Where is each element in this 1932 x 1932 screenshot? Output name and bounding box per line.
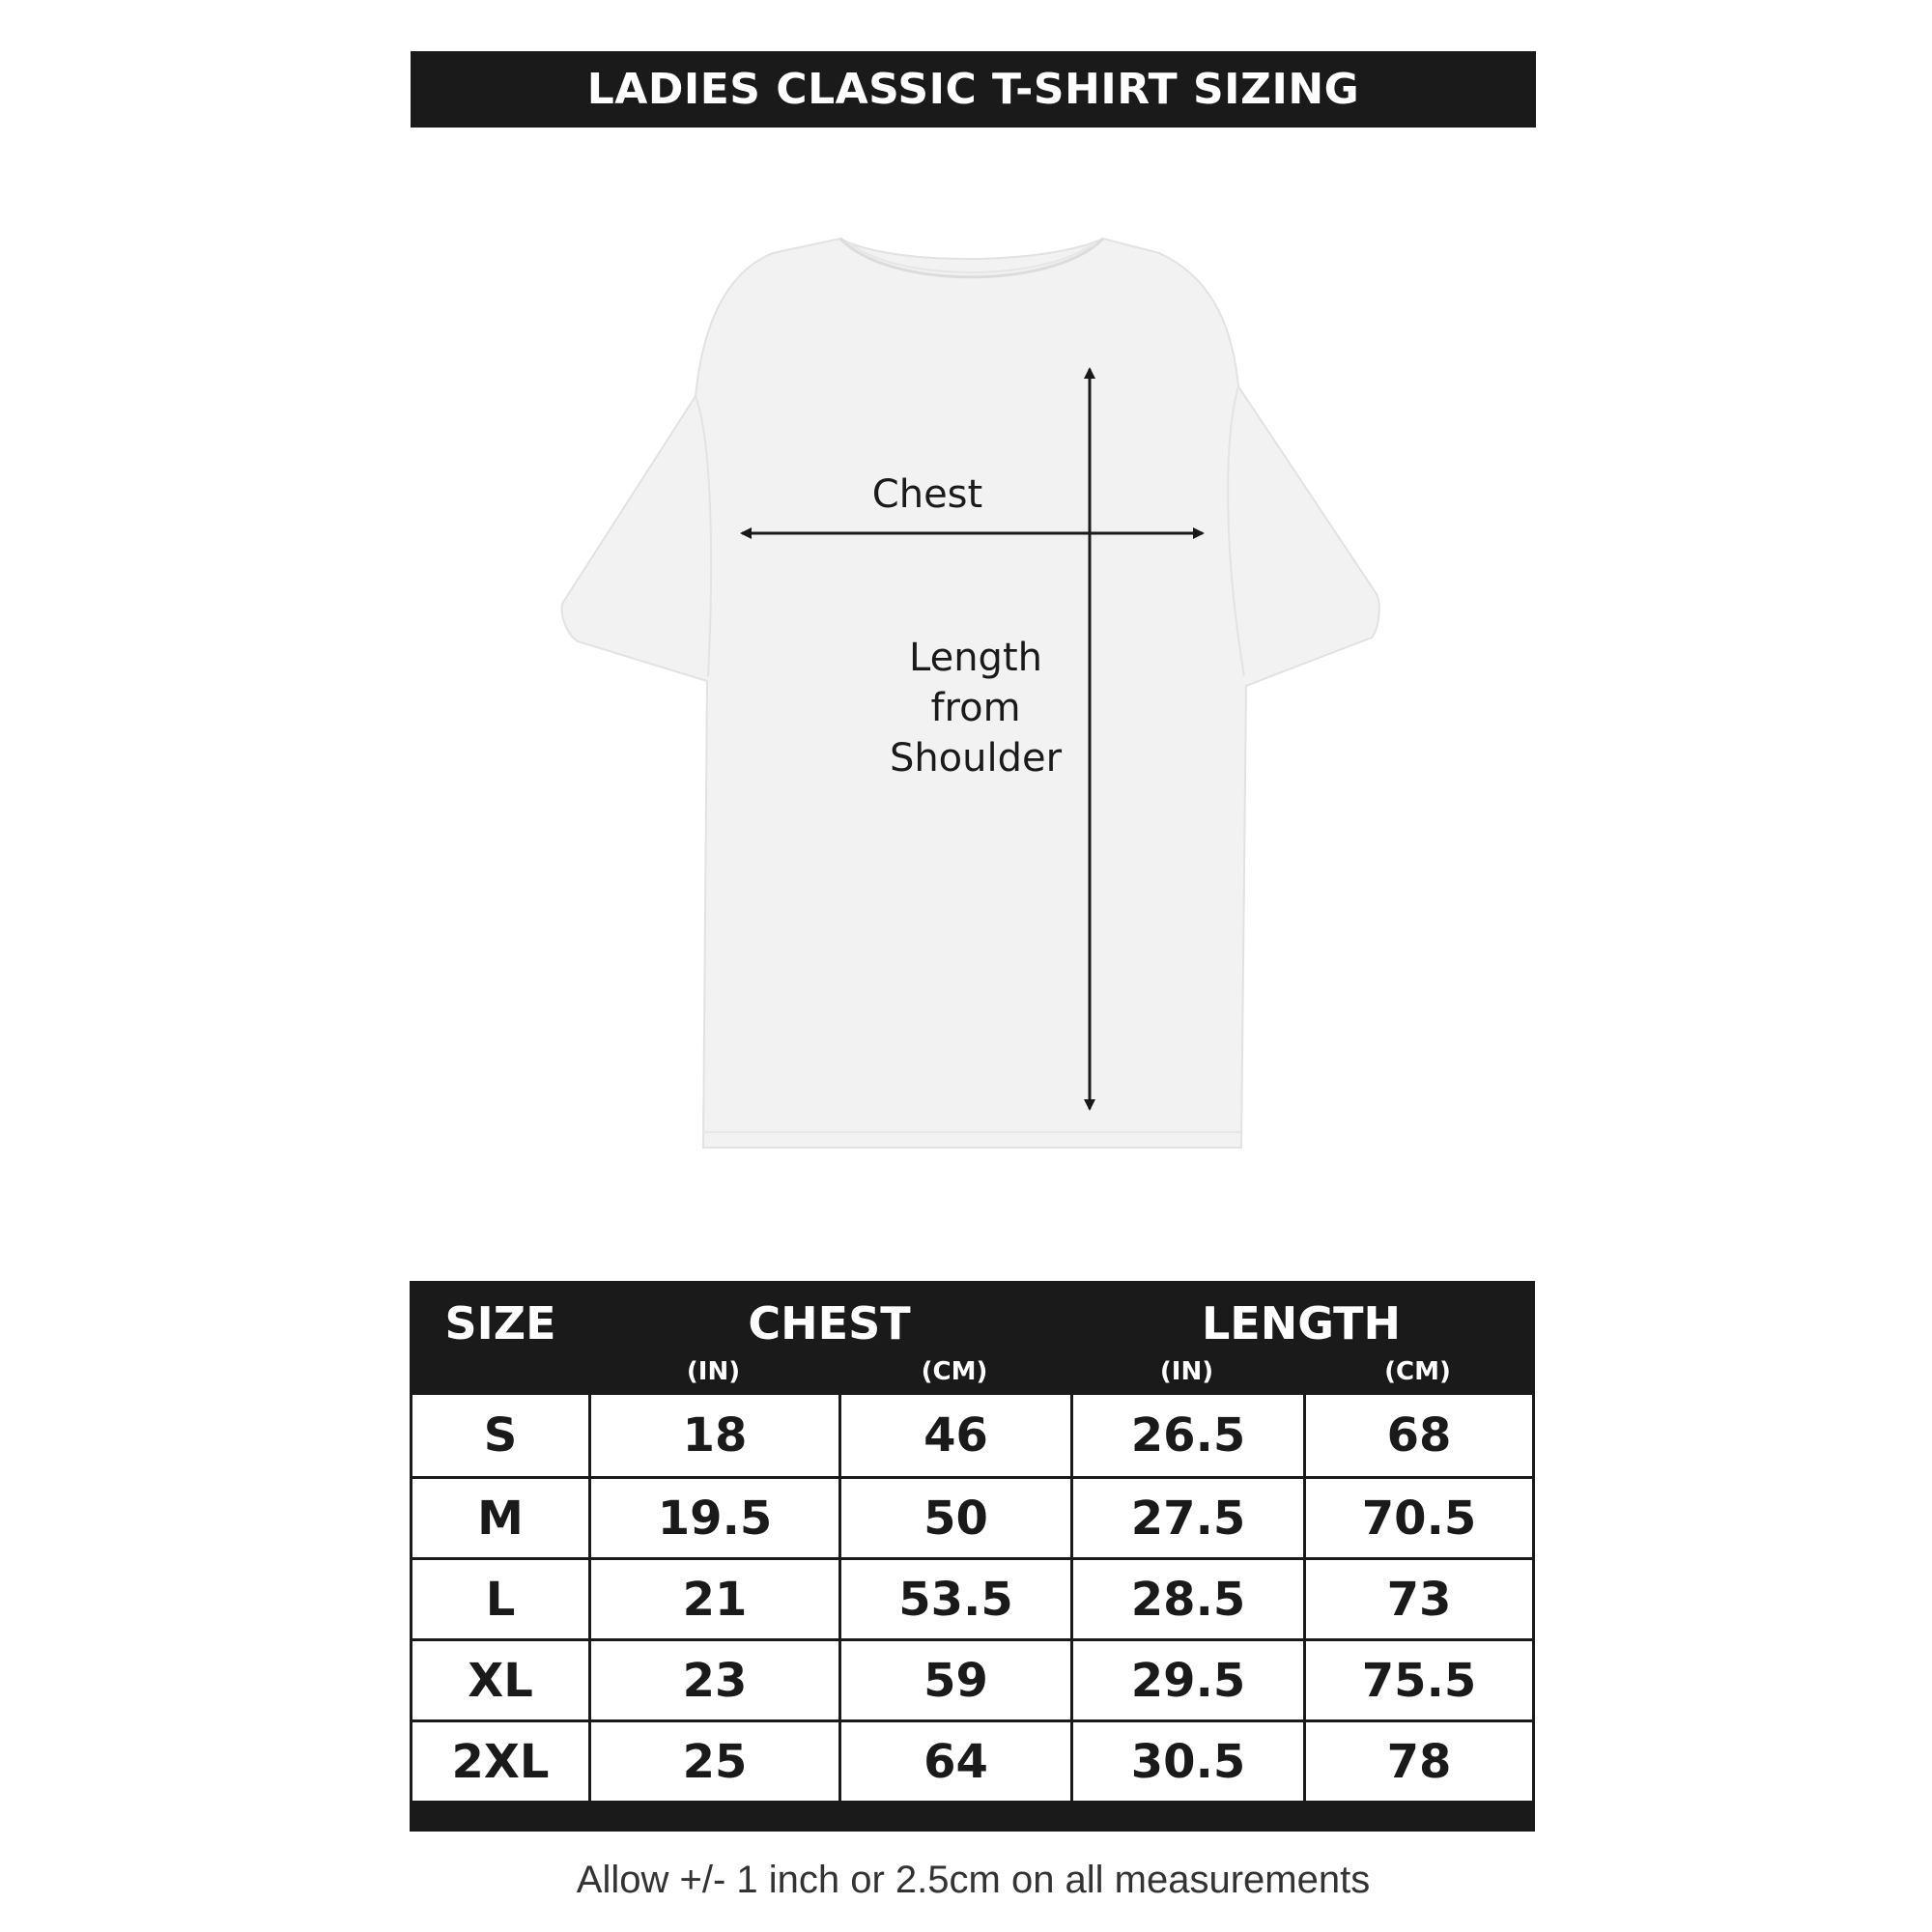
- header-size: SIZE: [444, 1297, 556, 1350]
- length-cm-cell: 75.5: [1303, 1641, 1532, 1719]
- table-footer-bar: [412, 1801, 1532, 1829]
- length-cm-cell: 78: [1303, 1722, 1532, 1801]
- header-length: LENGTH: [1201, 1297, 1402, 1350]
- length-in-cell: 27.5: [1070, 1479, 1303, 1557]
- chest-in-cell: 21: [588, 1560, 838, 1638]
- length-cm-cell: 73: [1303, 1560, 1532, 1638]
- chest-cm-cell: 53.5: [838, 1560, 1070, 1638]
- length-in-cell: 29.5: [1070, 1641, 1303, 1719]
- chest-cm-cell: 64: [838, 1722, 1070, 1801]
- chest-cm-cell: 46: [838, 1395, 1070, 1476]
- length-cm-cell: 68: [1303, 1395, 1532, 1476]
- table-row: [412, 1476, 1532, 1557]
- length-label-line: from: [930, 686, 1021, 730]
- table-row: [412, 1638, 1532, 1719]
- measurement-note: Allow +/- 1 inch or 2.5cm on all measurements: [576, 1859, 1371, 1901]
- header-chest-cm: (CM): [921, 1357, 988, 1386]
- table-row: [412, 1557, 1532, 1638]
- header-length-cm: (CM): [1384, 1357, 1451, 1386]
- length-label-line: Shoulder: [889, 736, 1063, 781]
- chest-cm-cell: 50: [838, 1479, 1070, 1557]
- length-in-cell: 30.5: [1070, 1722, 1303, 1801]
- length-cm-cell: 70.5: [1303, 1479, 1532, 1557]
- chest-in-cell: 25: [588, 1722, 838, 1801]
- size-cell: 2XL: [451, 1734, 550, 1789]
- page-title: LADIES CLASSIC T-SHIRT SIZING: [411, 51, 1536, 128]
- chest-cm-cell: 59: [838, 1641, 1070, 1719]
- length-label: [850, 633, 1101, 783]
- size-cell: XL: [468, 1653, 533, 1708]
- length-in-cell: 26.5: [1070, 1395, 1303, 1476]
- length-label-line: Length: [909, 636, 1042, 680]
- table-row: [412, 1719, 1532, 1801]
- chest-label: Chest: [871, 472, 983, 517]
- header-chest-in: (IN): [686, 1357, 741, 1386]
- chest-in-cell: 19.5: [588, 1479, 838, 1557]
- header-chest: CHEST: [748, 1297, 911, 1350]
- chest-in-cell: 23: [588, 1641, 838, 1719]
- size-table: [410, 1281, 1535, 1832]
- size-cell: M: [477, 1491, 524, 1546]
- table-body: [412, 1395, 1532, 1801]
- table-header: [412, 1284, 1532, 1395]
- chest-in-cell: 18: [588, 1395, 838, 1476]
- length-in-cell: 28.5: [1070, 1560, 1303, 1638]
- table-row: [412, 1395, 1532, 1476]
- size-cell: L: [485, 1572, 516, 1627]
- size-cell: S: [483, 1408, 518, 1463]
- header-length-in: (IN): [1159, 1357, 1214, 1386]
